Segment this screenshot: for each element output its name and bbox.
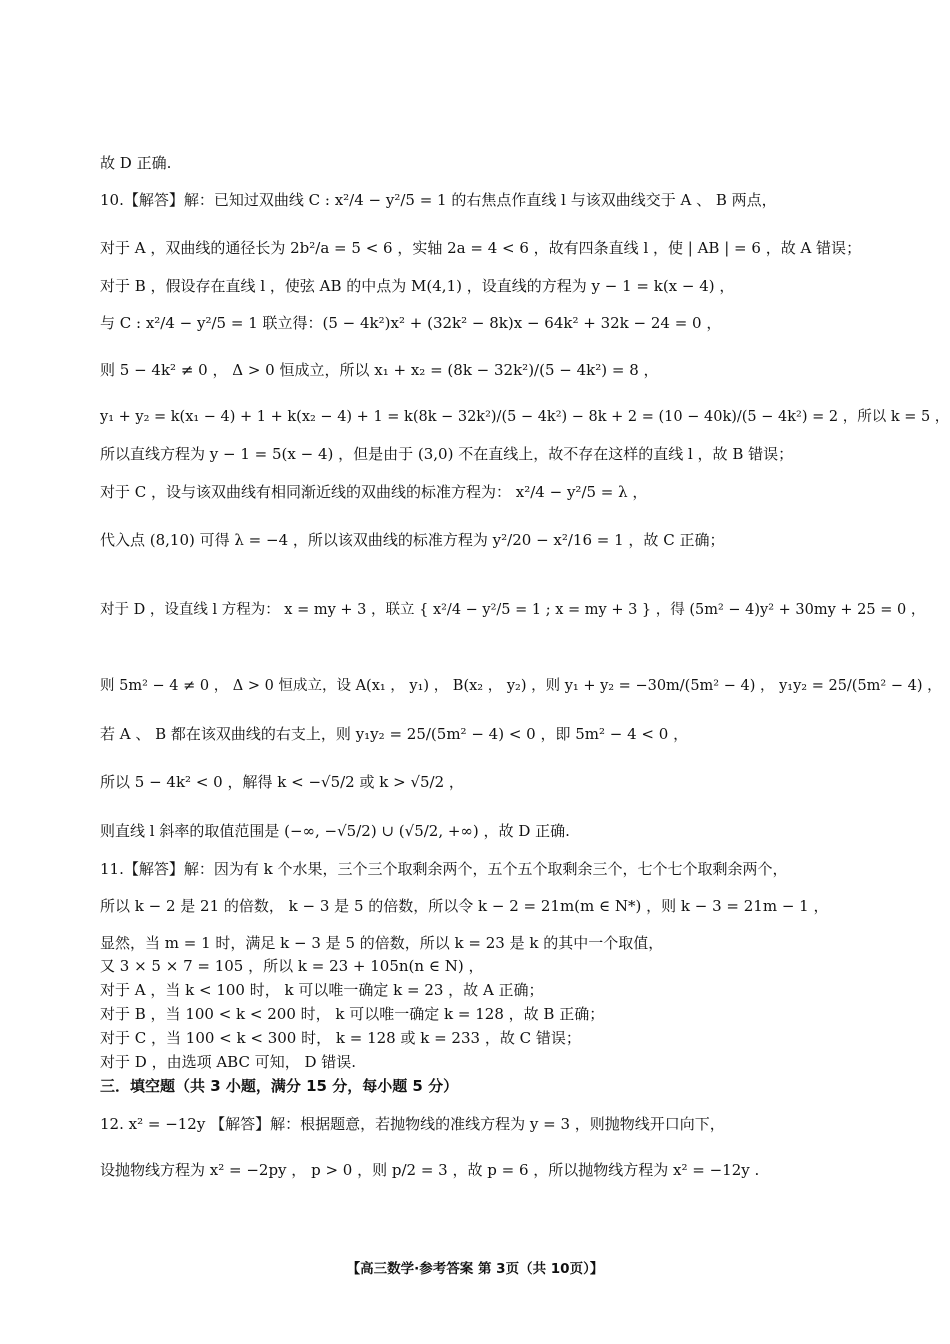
line-1: 故 D 正确. <box>100 154 172 172</box>
line-q11-a: 对于 A ，当 k < 100 时， k 可以唯一确定 k = 23 ，故 A 正确； <box>100 981 544 999</box>
line-q10-a: 对于 A ，双曲线的通径长为 2b²/a = 5 < 6 ，实轴 2a = 4 < 6 ，故有四条直线 l ，使 | AB | = 6 ，故 A 错误； <box>100 239 862 257</box>
line-q10-c: 对于 C ，设与该双曲线有相同渐近线的双曲线的标准方程为： x²/4 − y²/5 = λ ， <box>100 483 648 501</box>
line-q10-d: 对于 D ，设直线 l 方程为： x = my + 3 ，联立 { x²/4 − y²/5 = 1 ; x = my + 3 } ，得 (5m² − 4)y² + 30my + 25 = 0 ， <box>100 602 926 618</box>
line-q12-1: 设抛物线方程为 x² = −2py ， p > 0 ，则 p/2 = 3 ，故 p = 6 ，所以抛物线方程为 x² = −12y . <box>100 1161 760 1179</box>
line-q11-b: 对于 B ，当 100 < k < 200 时， k 可以唯一确定 k = 128 ，故 B 正确； <box>100 1005 605 1023</box>
line-q11-1: 所以 k − 2 是 21 的倍数， k − 3 是 5 的倍数，所以令 k − 2 = 21m(m ∈ N*) ，则 k − 3 = 21m − 1 ， <box>100 897 829 915</box>
line-q10-b: 对于 B ，假设存在直线 l ，使弦 AB 的中点为 M(4,1) ，设直线的方程为 y − 1 = k(x − 4) ， <box>100 277 735 295</box>
line-q10-d2: 则 5m² − 4 ≠ 0 ， Δ > 0 恒成立，设 A(x₁ ， y₁) ， B(x₂ ， y₂) ，则 y₁ + y₂ = −30m/(5m² − 4) ， y₁y₂ = 25/(5m² − 4) ， <box>100 678 942 694</box>
line-q11-header: 11.【解答】解：因为有 k 个水果，三个三个取剩余两个，五个五个取剩余三个，七个七个取剩余两个， <box>100 860 788 878</box>
line-q11-c: 对于 C ，当 100 < k < 300 时， k = 128 或 k = 233 ，故 C 错误； <box>100 1029 581 1047</box>
line-q10-b3: 则 5 − 4k² ≠ 0 ， Δ > 0 恒成立，所以 x₁ + x₂ = (8k − 32k²)/(5 − 4k²) = 8 ， <box>100 361 659 379</box>
line-q10-c2: 代入点 (8,10) 可得 λ = −4 ，所以该双曲线的标准方程为 y²/20 − x²/16 = 1 ，故 C 正确； <box>100 531 725 549</box>
line-q10-header: 10.【解答】解：已知过双曲线 C : x²/4 − y²/5 = 1 的右焦点作直线 l 与该双曲线交于 A 、 B 两点， <box>100 191 777 209</box>
line-q10-d3: 若 A 、 B 都在该双曲线的右支上，则 y₁y₂ = 25/(5m² − 4) < 0 ，即 5m² − 4 < 0 ， <box>100 725 689 743</box>
line-q10-b2: 与 C : x²/4 − y²/5 = 1 联立得：(5 − 4k²)x² + (32k² − 8k)x − 64k² + 32k − 24 = 0 ， <box>100 314 722 332</box>
line-q10-b4: y₁ + y₂ = k(x₁ − 4) + 1 + k(x₂ − 4) + 1 = k(8k − 32k²)/(5 − 4k²) − 8k + 2 = (10 − 40k)/(5 − 4k²) = 2 ，所以 k = 5 ， <box>100 409 950 425</box>
line-q10-b5: 所以直线方程为 y − 1 = 5(x − 4) ，但是由于 (3,0) 不在直线上，故不存在这样的直线 l ，故 B 错误； <box>100 445 794 463</box>
line-q11-d: 对于 D ，由选项 ABC 可知， D 错误. <box>100 1053 357 1071</box>
section-heading-fill-in: 三．填空题（共 3 小题，满分 15 分，每小题 5 分） <box>100 1077 459 1095</box>
line-q12-header: 12. x² = −12y 【解答】解：根据题意，若抛物线的准线方程为 y = 3 ，则抛物线开口向下， <box>100 1115 725 1133</box>
line-q10-d5: 则直线 l 斜率的取值范围是 (−∞, −√5/2) ∪ (√5/2, +∞) ，故 D 正确. <box>100 822 570 840</box>
line-q11-2: 显然，当 m = 1 时，满足 k − 3 是 5 的倍数，所以 k = 23 是 k 的其中一个取值， <box>100 934 664 952</box>
page-footer: 【高三数学·参考答案 第 3页（共 10页）】 <box>346 1261 604 1277</box>
line-q11-3: 又 3 × 5 × 7 = 105 ，所以 k = 23 + 105n(n ∈ N) ， <box>100 957 484 975</box>
line-q10-d4: 所以 5 − 4k² < 0 ，解得 k < −√5/2 或 k > √5/2 ， <box>100 773 464 791</box>
